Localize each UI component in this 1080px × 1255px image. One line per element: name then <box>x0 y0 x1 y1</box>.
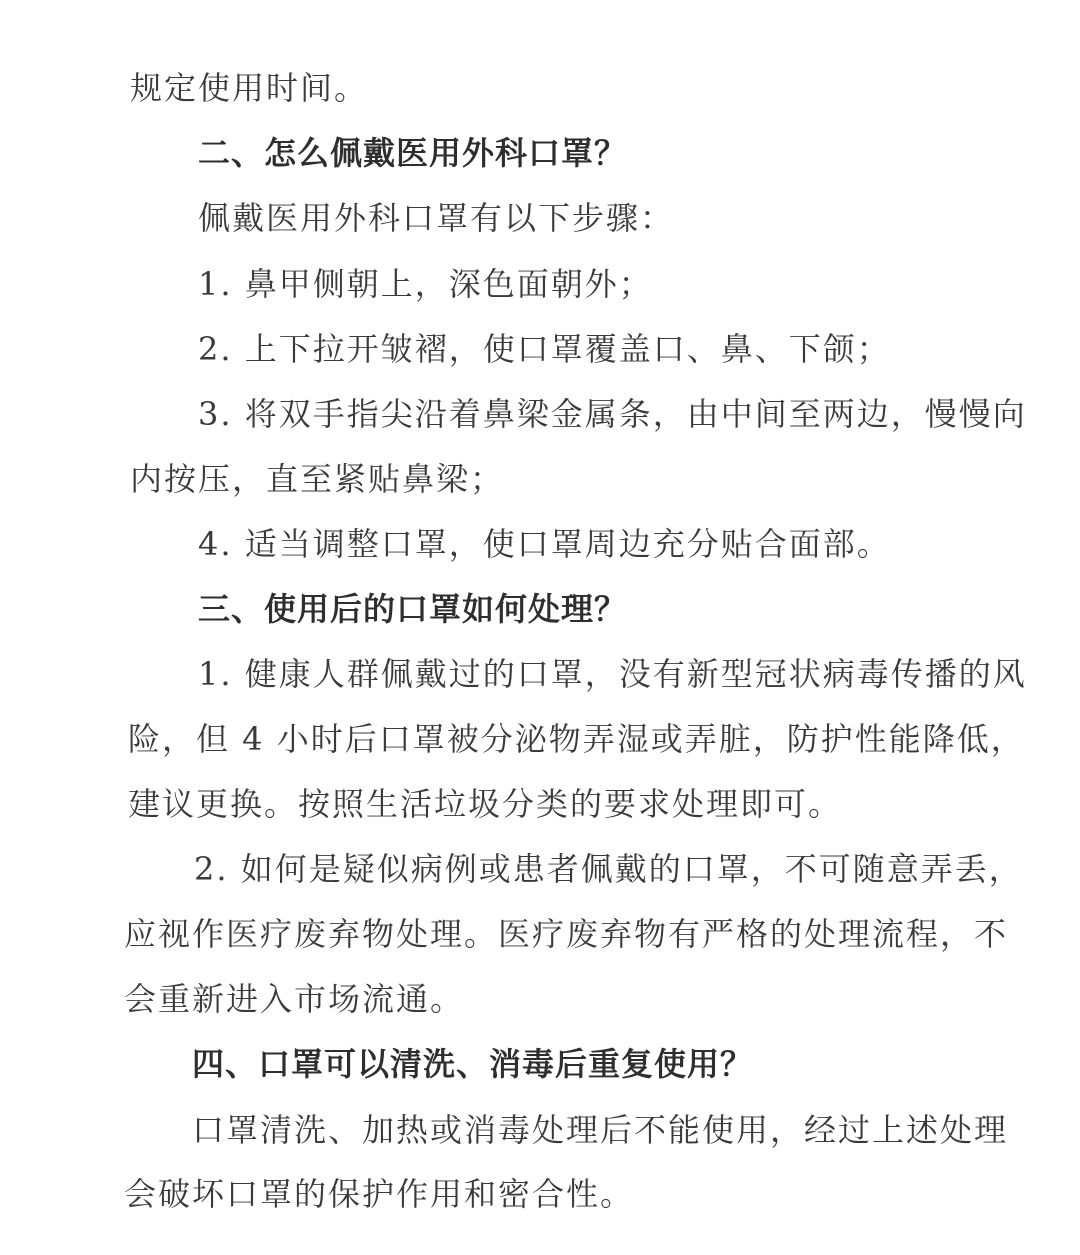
list-item-3: 3. 将双手指尖沿着鼻梁金属条，由中间至两边，慢慢向 <box>198 395 1027 433</box>
paragraph-line: 险，但 4 小时后口罩被分泌物弄湿或弄脏，防护性能降低， <box>128 720 1025 758</box>
paragraph-line: 口罩清洗、加热或消毒处理后不能使用，经过上述处理 <box>192 1111 1009 1149</box>
paragraph-line: 规定使用时间。 <box>130 69 369 107</box>
paragraph-line: 2. 如何是疑似病例或患者佩戴的口罩，不可随意弄丢， <box>194 850 1023 888</box>
paragraph-line: 应视作医疗废弃物处理。医疗废弃物有严格的处理流程，不 <box>124 915 1009 953</box>
section-heading-4: 四、口罩可以清洗、消毒后重复使用？ <box>192 1045 754 1083</box>
paragraph-line: 佩戴医用外科口罩有以下步骤： <box>198 199 675 237</box>
list-item-4: 4. 适当调整口罩，使口罩周边充分贴合面部。 <box>198 525 891 563</box>
paragraph-line: 会重新进入市场流通。 <box>124 980 465 1018</box>
section-heading-3: 三、使用后的口罩如何处理？ <box>198 590 628 628</box>
section-heading-2: 二、怎么佩戴医用外科口罩？ <box>198 134 628 172</box>
paragraph-line: 会破坏口罩的保护作用和密合性。 <box>124 1175 635 1213</box>
list-item-1: 1. 鼻甲侧朝上，深色面朝外； <box>198 265 653 303</box>
list-item-2: 2. 上下拉开皱褶，使口罩覆盖口、鼻、下颌； <box>198 330 891 368</box>
paragraph-line: 1. 健康人群佩戴过的口罩，没有新型冠状病毒传播的风 <box>198 655 1027 693</box>
paragraph-line: 内按压，直至紧贴鼻梁； <box>130 460 505 498</box>
paragraph-line: 建议更换。按照生活垃圾分类的要求处理即可。 <box>128 785 843 823</box>
